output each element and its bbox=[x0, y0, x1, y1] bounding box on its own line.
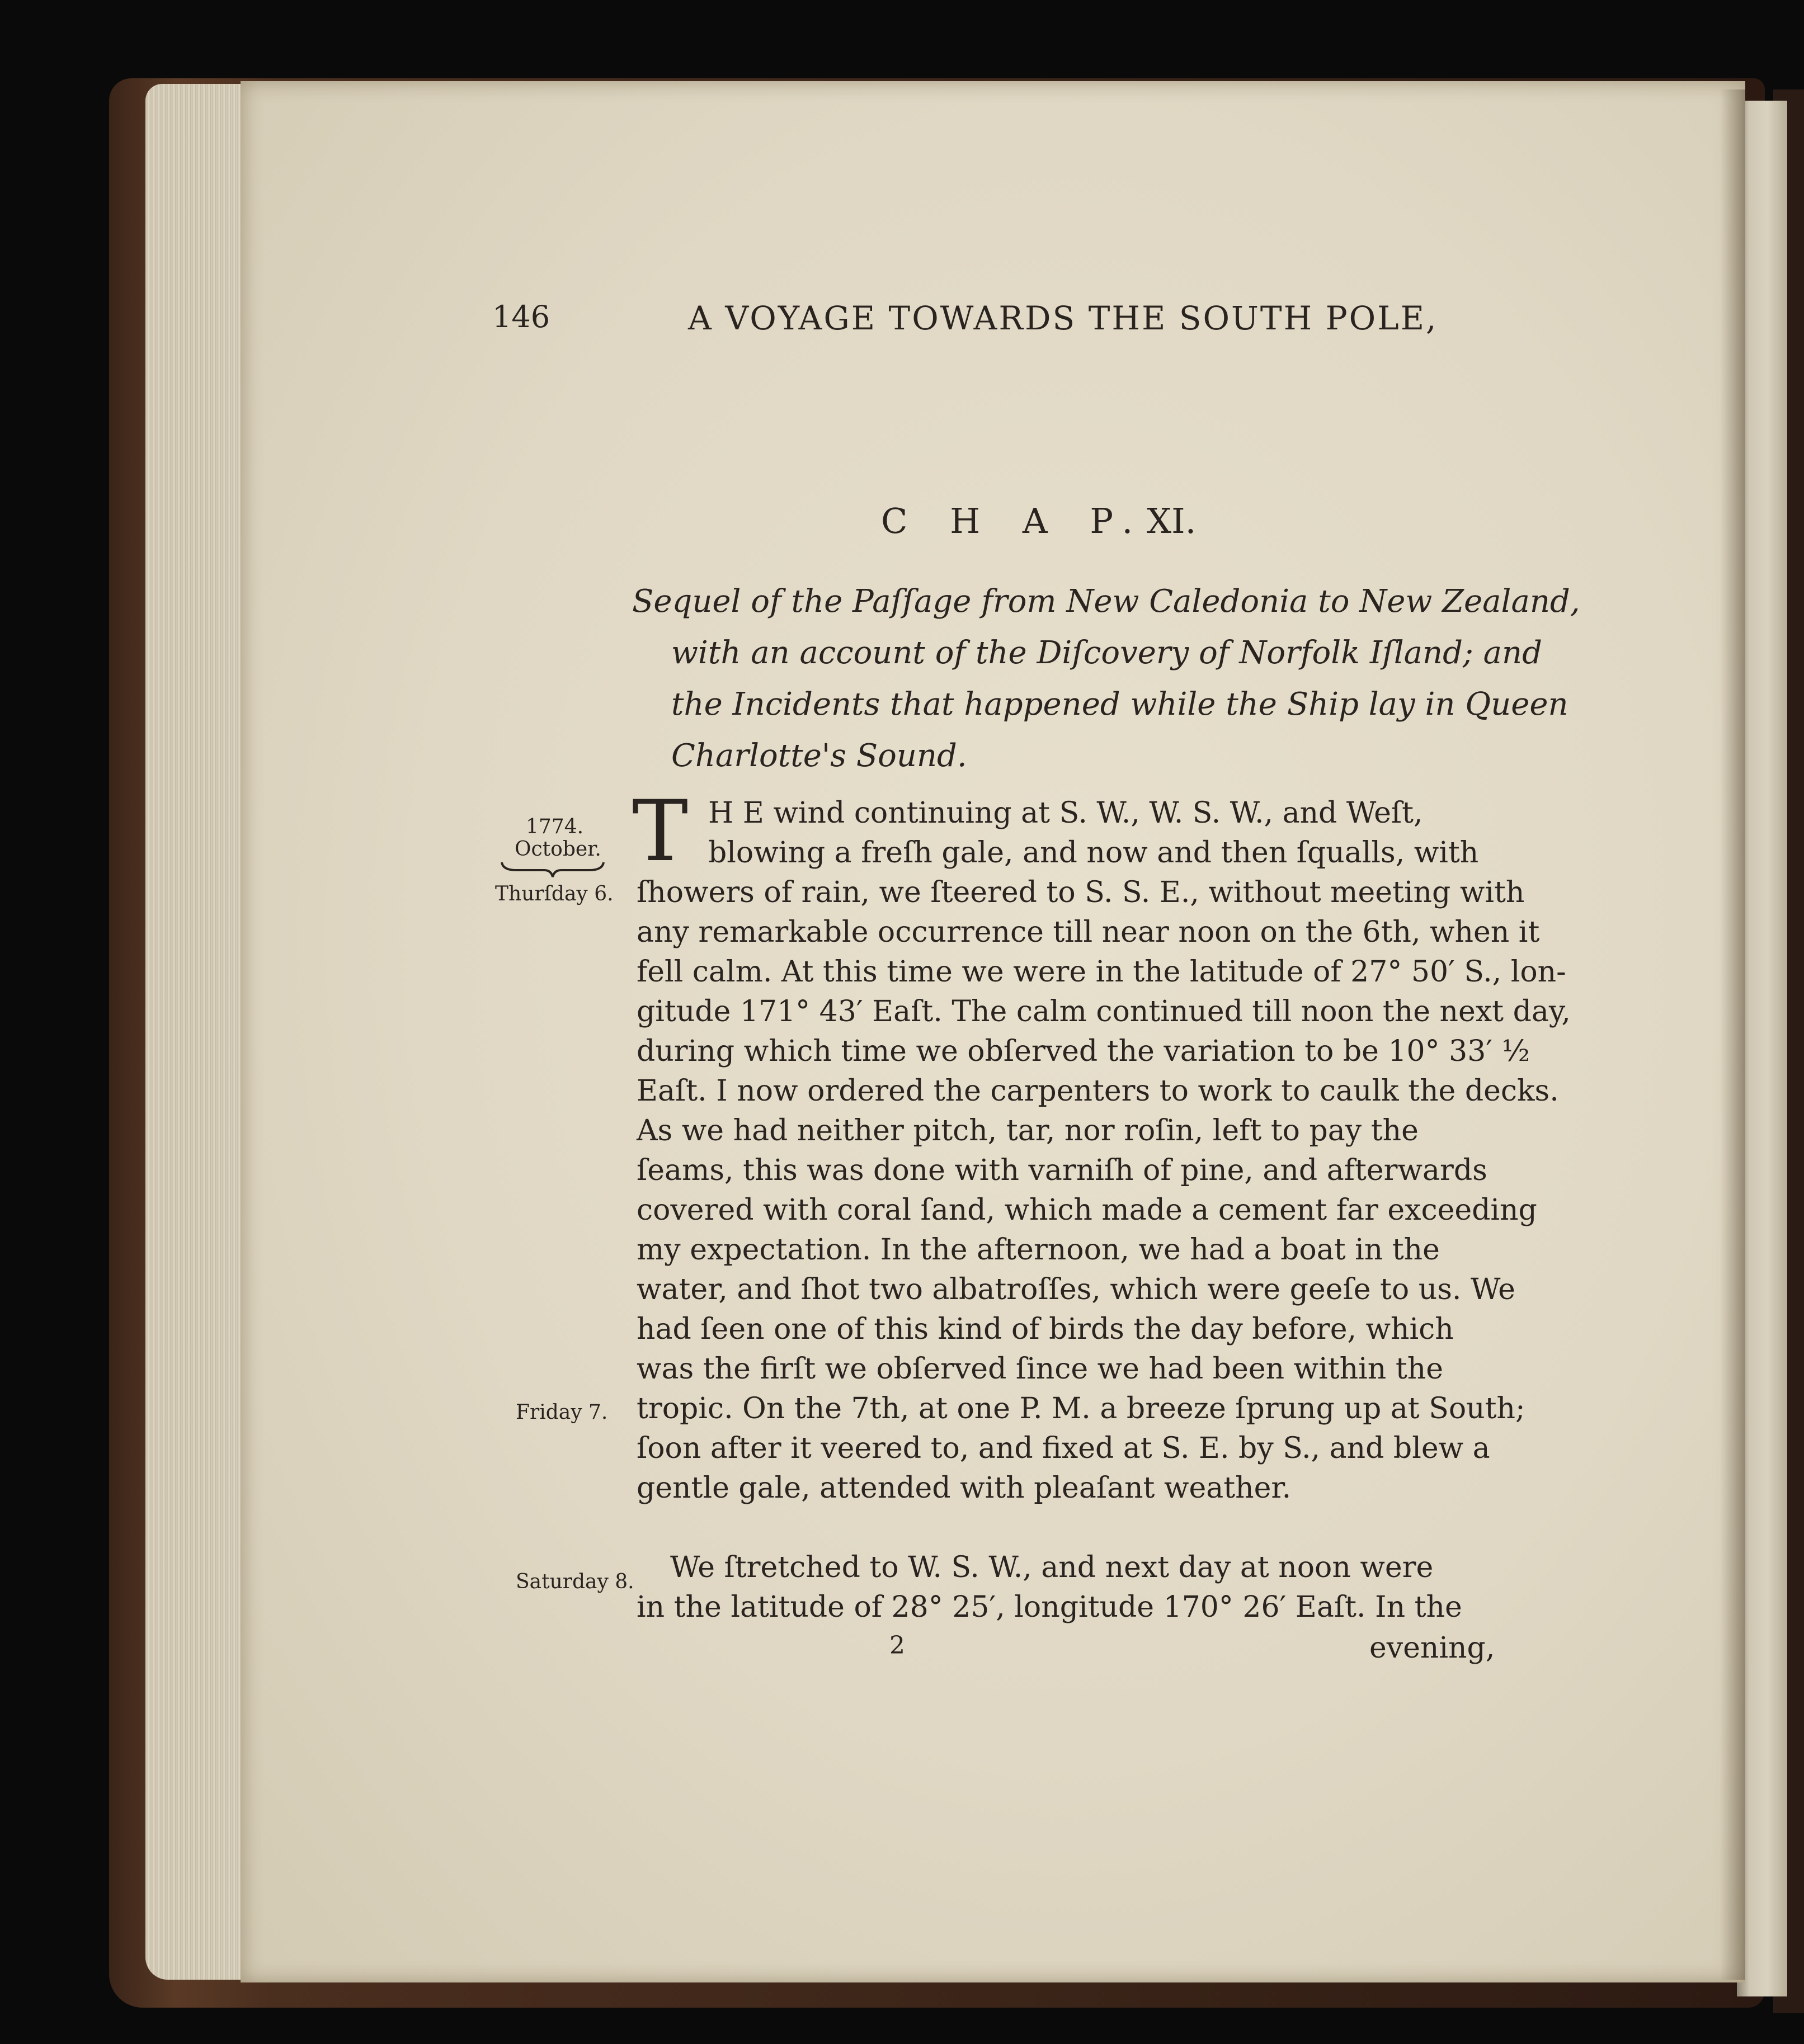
chapter-summary bbox=[632, 576, 1580, 782]
drop-cap: T bbox=[632, 783, 689, 880]
paragraph-2 bbox=[637, 1548, 1492, 1627]
margin-note-thursday: Thurſday 6. bbox=[495, 882, 614, 905]
gutter-shadow bbox=[1720, 89, 1745, 1980]
summary-line: Sequel of the Paſſage from New Caledonia to New Zealand, bbox=[632, 583, 1580, 620]
margin-note-friday: Friday 7. bbox=[516, 1401, 608, 1424]
text-line: H E wind continuing at S. W., W. S. W., and Weſt, bbox=[708, 796, 1423, 830]
summary-line: the Incidents that happened while the Ship lay in Queen bbox=[671, 686, 1569, 723]
text-line: tropic. On the 7th, at one P. M. a breeze ſprung up at South; bbox=[637, 1392, 1525, 1425]
text-line: covered with coral ſand, which made a cement far exceeding bbox=[637, 1193, 1537, 1227]
text-line: As we had neither pitch, tar, nor roſin, left to pay the bbox=[637, 1114, 1419, 1148]
signature-mark: 2 bbox=[889, 1631, 905, 1660]
text-line: ſoon after it veered to, and fixed at S. E. by S., and blew a bbox=[637, 1432, 1490, 1465]
text-line: in the latitude of 28° 25′, longitude 170° 26′ Eaſt. In the bbox=[637, 1590, 1462, 1624]
text-line: fell calm. At this time we were in the latitude of 27° 50′ S., lon- bbox=[637, 955, 1566, 989]
text-line: blowing a freſh gale, and now and then ſqualls, with bbox=[708, 836, 1479, 870]
chapter-heading: C H A P. bbox=[881, 501, 1149, 541]
text-line: gitude 171° 43′ Eaſt. The calm continued till noon the next day, bbox=[637, 995, 1571, 1028]
text-line: had ſeen one of this kind of birds the day before, which bbox=[637, 1313, 1454, 1346]
paragraph-1 bbox=[637, 794, 1571, 1508]
text-line: any remarkable occurrence till near noon on the 6th, when it bbox=[637, 915, 1540, 949]
text-line: my expectation. In the afternoon, we had a boat in the bbox=[637, 1233, 1440, 1267]
summary-line: with an account of the Diſcovery of Norfolk Iſland; and bbox=[671, 635, 1542, 671]
margin-note-month: October. bbox=[515, 838, 601, 861]
text-line: Eaſt. I now ordered the carpenters to work to caulk the decks. bbox=[637, 1074, 1559, 1108]
text-line: water, and ſhot two albatroſſes, which were geeſe to us. We bbox=[637, 1273, 1515, 1306]
running-head: A VOYAGE TOWARDS THE SOUTH POLE, bbox=[688, 299, 1438, 337]
page-number: 146 bbox=[492, 299, 550, 334]
margin-note-saturday: Saturday 8. bbox=[516, 1570, 634, 1593]
margin-note-year: 1774. bbox=[526, 815, 584, 838]
summary-line: Charlotte's Sound. bbox=[671, 738, 967, 774]
text-line: ſeams, this was done with varniſh of pine, and afterwards bbox=[637, 1154, 1487, 1187]
chapter-number: XI. bbox=[1147, 501, 1197, 541]
text-line: was the firſt we obſerved ſince we had been within the bbox=[637, 1352, 1443, 1386]
text-line: during which time we obſerved the variation to be 10° 33′ ½ bbox=[637, 1035, 1530, 1068]
text-line: ſhowers of rain, we ſteered to S. S. E., without meeting with bbox=[637, 876, 1525, 909]
margin-brace-icon bbox=[500, 860, 606, 879]
text-line: We ſtretched to W. S. W., and next day at noon were bbox=[670, 1551, 1434, 1584]
text-line: gentle gale, attended with pleaſant weather. bbox=[637, 1471, 1292, 1505]
catchword: evening, bbox=[1369, 1631, 1495, 1665]
